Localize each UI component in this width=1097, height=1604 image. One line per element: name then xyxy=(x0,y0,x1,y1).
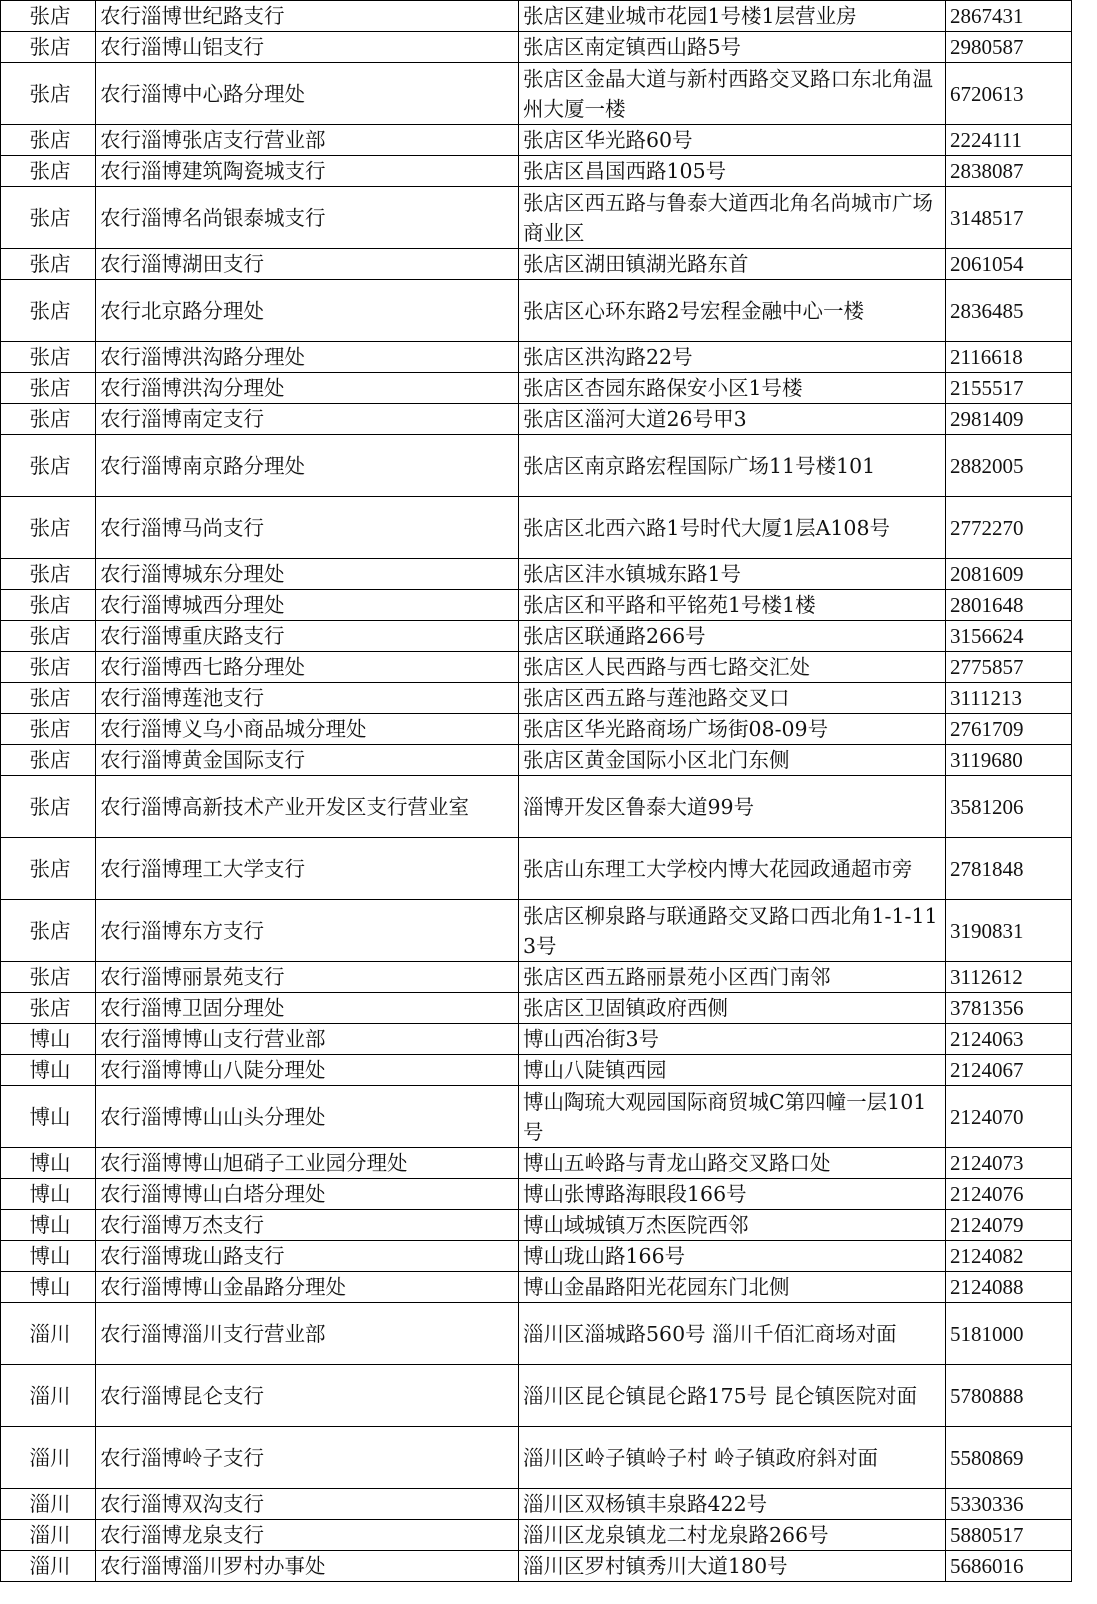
address-cell: 张店区金晶大道与新村西路交叉路口东北角温州大厦一楼 xyxy=(519,63,946,125)
branch-name-cell: 农行淄博名尚银泰城支行 xyxy=(96,187,519,249)
phone-cell: 2124073 xyxy=(946,1148,1072,1179)
phone-cell: 6720613 xyxy=(946,63,1072,125)
address-cell: 博山五岭路与青龙山路交叉路口处 xyxy=(519,1148,946,1179)
district-cell: 张店 xyxy=(1,187,96,249)
table-row xyxy=(1,838,1072,900)
phone-cell: 2124079 xyxy=(946,1210,1072,1241)
phone-cell: 3112612 xyxy=(946,962,1072,993)
phone-cell: 3156624 xyxy=(946,621,1072,652)
district-cell: 淄川 xyxy=(1,1551,96,1582)
table-row xyxy=(1,1241,1072,1272)
branch-name-cell: 农行淄博洪沟路分理处 xyxy=(96,342,519,373)
address-cell: 张店区西五路与鲁泰大道西北角名尚城市广场商业区 xyxy=(519,187,946,249)
district-cell: 张店 xyxy=(1,1,96,32)
branch-name-cell: 农行淄博淄川支行营业部 xyxy=(96,1303,519,1365)
branch-name-cell: 农行淄博双沟支行 xyxy=(96,1489,519,1520)
district-cell: 博山 xyxy=(1,1086,96,1148)
address-cell: 张店区人民西路与西七路交汇处 xyxy=(519,652,946,683)
table-row xyxy=(1,187,1072,249)
branch-name-cell: 农行淄博建筑陶瓷城支行 xyxy=(96,156,519,187)
branch-name-cell: 农行淄博东方支行 xyxy=(96,900,519,962)
phone-cell: 3581206 xyxy=(946,776,1072,838)
address-cell: 张店区黄金国际小区北门东侧 xyxy=(519,745,946,776)
district-cell: 张店 xyxy=(1,900,96,962)
branch-table-body xyxy=(1,1,1072,1582)
branch-name-cell: 农行淄博万杰支行 xyxy=(96,1210,519,1241)
branch-name-cell: 农行淄博莲池支行 xyxy=(96,683,519,714)
address-cell: 张店区杏园东路保安小区1号楼 xyxy=(519,373,946,404)
phone-cell: 2061054 xyxy=(946,249,1072,280)
phone-cell: 2124076 xyxy=(946,1179,1072,1210)
phone-cell: 2775857 xyxy=(946,652,1072,683)
table-row xyxy=(1,993,1072,1024)
district-cell: 张店 xyxy=(1,993,96,1024)
district-cell: 张店 xyxy=(1,280,96,342)
address-cell: 博山陶琉大观园国际商贸城C第四幢一层101号 xyxy=(519,1086,946,1148)
branch-name-cell: 农行淄博博山旭硝子工业园分理处 xyxy=(96,1148,519,1179)
branch-name-cell: 农行淄博博山山头分理处 xyxy=(96,1086,519,1148)
branch-name-cell: 农行淄博马尚支行 xyxy=(96,497,519,559)
phone-cell: 2882005 xyxy=(946,435,1072,497)
branch-name-cell: 农行淄博西七路分理处 xyxy=(96,652,519,683)
table-row xyxy=(1,280,1072,342)
table-row xyxy=(1,714,1072,745)
phone-cell: 2124088 xyxy=(946,1272,1072,1303)
branch-name-cell: 农行淄博岭子支行 xyxy=(96,1427,519,1489)
table-row xyxy=(1,404,1072,435)
branch-name-cell: 农行淄博重庆路支行 xyxy=(96,621,519,652)
district-cell: 淄川 xyxy=(1,1489,96,1520)
address-cell: 张店区和平路和平铭苑1号楼1楼 xyxy=(519,590,946,621)
branch-name-cell: 农行淄博张店支行营业部 xyxy=(96,125,519,156)
address-cell: 博山金晶路阳光花园东门北侧 xyxy=(519,1272,946,1303)
table-row xyxy=(1,900,1072,962)
address-cell: 张店区西五路与莲池路交叉口 xyxy=(519,683,946,714)
district-cell: 博山 xyxy=(1,1210,96,1241)
branch-name-cell: 农行淄博博山支行营业部 xyxy=(96,1024,519,1055)
district-cell: 博山 xyxy=(1,1024,96,1055)
table-row xyxy=(1,1551,1072,1582)
phone-cell: 2224111 xyxy=(946,125,1072,156)
district-cell: 张店 xyxy=(1,373,96,404)
district-cell: 张店 xyxy=(1,714,96,745)
phone-cell: 2980587 xyxy=(946,32,1072,63)
table-row xyxy=(1,559,1072,590)
phone-cell: 3190831 xyxy=(946,900,1072,962)
branch-name-cell: 农行北京路分理处 xyxy=(96,280,519,342)
address-cell: 张店区华光路商场广场街08-09号 xyxy=(519,714,946,745)
phone-cell: 5181000 xyxy=(946,1303,1072,1365)
phone-cell: 2772270 xyxy=(946,497,1072,559)
district-cell: 张店 xyxy=(1,683,96,714)
branch-name-cell: 农行淄博湖田支行 xyxy=(96,249,519,280)
address-cell: 张店区沣水镇城东路1号 xyxy=(519,559,946,590)
table-row xyxy=(1,63,1072,125)
branch-name-cell: 农行淄博山铝支行 xyxy=(96,32,519,63)
district-cell: 张店 xyxy=(1,652,96,683)
phone-cell: 5330336 xyxy=(946,1489,1072,1520)
address-cell: 张店区北西六路1号时代大厦1层A108号 xyxy=(519,497,946,559)
table-row xyxy=(1,1,1072,32)
table-row xyxy=(1,745,1072,776)
address-cell: 张店区西五路丽景苑小区西门南邻 xyxy=(519,962,946,993)
district-cell: 张店 xyxy=(1,621,96,652)
district-cell: 张店 xyxy=(1,590,96,621)
branch-name-cell: 农行淄博丽景苑支行 xyxy=(96,962,519,993)
address-cell: 张店区洪沟路22号 xyxy=(519,342,946,373)
address-cell: 张店区联通路266号 xyxy=(519,621,946,652)
district-cell: 张店 xyxy=(1,962,96,993)
address-cell: 淄川区淄城路560号 淄川千佰汇商场对面 xyxy=(519,1303,946,1365)
table-row xyxy=(1,1024,1072,1055)
address-cell: 淄川区昆仑镇昆仑路175号 昆仑镇医院对面 xyxy=(519,1365,946,1427)
branch-name-cell: 农行淄博理工大学支行 xyxy=(96,838,519,900)
branch-name-cell: 农行淄博黄金国际支行 xyxy=(96,745,519,776)
branch-name-cell: 农行淄博博山八陡分理处 xyxy=(96,1055,519,1086)
address-cell: 张店区淄河大道26号甲3 xyxy=(519,404,946,435)
district-cell: 张店 xyxy=(1,838,96,900)
table-row xyxy=(1,621,1072,652)
district-cell: 淄川 xyxy=(1,1520,96,1551)
address-cell: 博山西冶街3号 xyxy=(519,1024,946,1055)
address-cell: 张店区卫固镇政府西侧 xyxy=(519,993,946,1024)
table-row xyxy=(1,1365,1072,1427)
phone-cell: 2781848 xyxy=(946,838,1072,900)
phone-cell: 2116618 xyxy=(946,342,1072,373)
table-row xyxy=(1,1179,1072,1210)
phone-cell: 2124063 xyxy=(946,1024,1072,1055)
phone-cell: 2081609 xyxy=(946,559,1072,590)
branch-name-cell: 农行淄博珑山路支行 xyxy=(96,1241,519,1272)
table-row xyxy=(1,342,1072,373)
table-row xyxy=(1,1520,1072,1551)
phone-cell: 5780888 xyxy=(946,1365,1072,1427)
district-cell: 博山 xyxy=(1,1272,96,1303)
address-cell: 博山域城镇万杰医院西邻 xyxy=(519,1210,946,1241)
table-row xyxy=(1,497,1072,559)
address-cell: 张店区昌国西路105号 xyxy=(519,156,946,187)
address-cell: 淄川区罗村镇秀川大道180号 xyxy=(519,1551,946,1582)
district-cell: 淄川 xyxy=(1,1303,96,1365)
table-row xyxy=(1,32,1072,63)
district-cell: 张店 xyxy=(1,342,96,373)
phone-cell: 2124082 xyxy=(946,1241,1072,1272)
phone-cell: 2981409 xyxy=(946,404,1072,435)
phone-cell: 2838087 xyxy=(946,156,1072,187)
phone-cell: 3119680 xyxy=(946,745,1072,776)
district-cell: 淄川 xyxy=(1,1365,96,1427)
table-row xyxy=(1,156,1072,187)
table-row xyxy=(1,125,1072,156)
table-row xyxy=(1,1272,1072,1303)
district-cell: 张店 xyxy=(1,435,96,497)
address-cell: 张店区柳泉路与联通路交叉路口西北角1-1-113号 xyxy=(519,900,946,962)
branch-name-cell: 农行淄博中心路分理处 xyxy=(96,63,519,125)
district-cell: 张店 xyxy=(1,404,96,435)
phone-cell: 2124067 xyxy=(946,1055,1072,1086)
branch-name-cell: 农行淄博博山金晶路分理处 xyxy=(96,1272,519,1303)
district-cell: 张店 xyxy=(1,63,96,125)
table-row xyxy=(1,1210,1072,1241)
branch-name-cell: 农行淄博昆仑支行 xyxy=(96,1365,519,1427)
branch-name-cell: 农行淄博义乌小商品城分理处 xyxy=(96,714,519,745)
phone-cell: 2155517 xyxy=(946,373,1072,404)
address-cell: 张店区湖田镇湖光路东首 xyxy=(519,249,946,280)
branch-name-cell: 农行淄博南定支行 xyxy=(96,404,519,435)
phone-cell: 2836485 xyxy=(946,280,1072,342)
table-row xyxy=(1,590,1072,621)
branch-name-cell: 农行淄博世纪路支行 xyxy=(96,1,519,32)
table-row xyxy=(1,373,1072,404)
address-cell: 淄川区龙泉镇龙二村龙泉路266号 xyxy=(519,1520,946,1551)
table-row xyxy=(1,435,1072,497)
address-cell: 淄川区双杨镇丰泉路422号 xyxy=(519,1489,946,1520)
table-row xyxy=(1,652,1072,683)
table-row xyxy=(1,249,1072,280)
phone-cell: 5880517 xyxy=(946,1520,1072,1551)
district-cell: 博山 xyxy=(1,1055,96,1086)
branch-name-cell: 农行淄博龙泉支行 xyxy=(96,1520,519,1551)
phone-cell: 3111213 xyxy=(946,683,1072,714)
district-cell: 张店 xyxy=(1,559,96,590)
table-row xyxy=(1,1086,1072,1148)
district-cell: 张店 xyxy=(1,125,96,156)
branch-name-cell: 农行淄博南京路分理处 xyxy=(96,435,519,497)
table-row xyxy=(1,1303,1072,1365)
branch-name-cell: 农行淄博城东分理处 xyxy=(96,559,519,590)
branch-name-cell: 农行淄博城西分理处 xyxy=(96,590,519,621)
table-row xyxy=(1,1148,1072,1179)
address-cell: 张店区华光路60号 xyxy=(519,125,946,156)
phone-cell: 3781356 xyxy=(946,993,1072,1024)
phone-cell: 3148517 xyxy=(946,187,1072,249)
table-row xyxy=(1,1427,1072,1489)
branch-name-cell: 农行淄博洪沟分理处 xyxy=(96,373,519,404)
district-cell: 张店 xyxy=(1,249,96,280)
district-cell: 张店 xyxy=(1,32,96,63)
district-cell: 张店 xyxy=(1,776,96,838)
district-cell: 博山 xyxy=(1,1241,96,1272)
table-row xyxy=(1,962,1072,993)
phone-cell: 2124070 xyxy=(946,1086,1072,1148)
address-cell: 张店区南京路宏程国际广场11号楼101 xyxy=(519,435,946,497)
address-cell: 张店区南定镇西山路5号 xyxy=(519,32,946,63)
address-cell: 博山八陡镇西园 xyxy=(519,1055,946,1086)
phone-cell: 5580869 xyxy=(946,1427,1072,1489)
branch-name-cell: 农行淄博卫固分理处 xyxy=(96,993,519,1024)
address-cell: 淄川区岭子镇岭子村 岭子镇政府斜对面 xyxy=(519,1427,946,1489)
phone-cell: 5686016 xyxy=(946,1551,1072,1582)
address-cell: 博山珑山路166号 xyxy=(519,1241,946,1272)
address-cell: 张店区心环东路2号宏程金融中心一楼 xyxy=(519,280,946,342)
district-cell: 张店 xyxy=(1,497,96,559)
district-cell: 淄川 xyxy=(1,1427,96,1489)
district-cell: 张店 xyxy=(1,745,96,776)
branch-name-cell: 农行淄博博山白塔分理处 xyxy=(96,1179,519,1210)
table-row xyxy=(1,683,1072,714)
phone-cell: 2761709 xyxy=(946,714,1072,745)
district-cell: 博山 xyxy=(1,1179,96,1210)
address-cell: 博山张博路海眼段166号 xyxy=(519,1179,946,1210)
branch-name-cell: 农行淄博高新技术产业开发区支行营业室 xyxy=(96,776,519,838)
district-cell: 博山 xyxy=(1,1148,96,1179)
table-row xyxy=(1,776,1072,838)
address-cell: 张店区建业城市花园1号楼1层营业房 xyxy=(519,1,946,32)
table-row xyxy=(1,1489,1072,1520)
branch-name-cell: 农行淄博淄川罗村办事处 xyxy=(96,1551,519,1582)
phone-cell: 2801648 xyxy=(946,590,1072,621)
district-cell: 张店 xyxy=(1,156,96,187)
table-row xyxy=(1,1055,1072,1086)
address-cell: 张店山东理工大学校内博大花园政通超市旁 xyxy=(519,838,946,900)
address-cell: 淄博开发区鲁泰大道99号 xyxy=(519,776,946,838)
phone-cell: 2867431 xyxy=(946,1,1072,32)
